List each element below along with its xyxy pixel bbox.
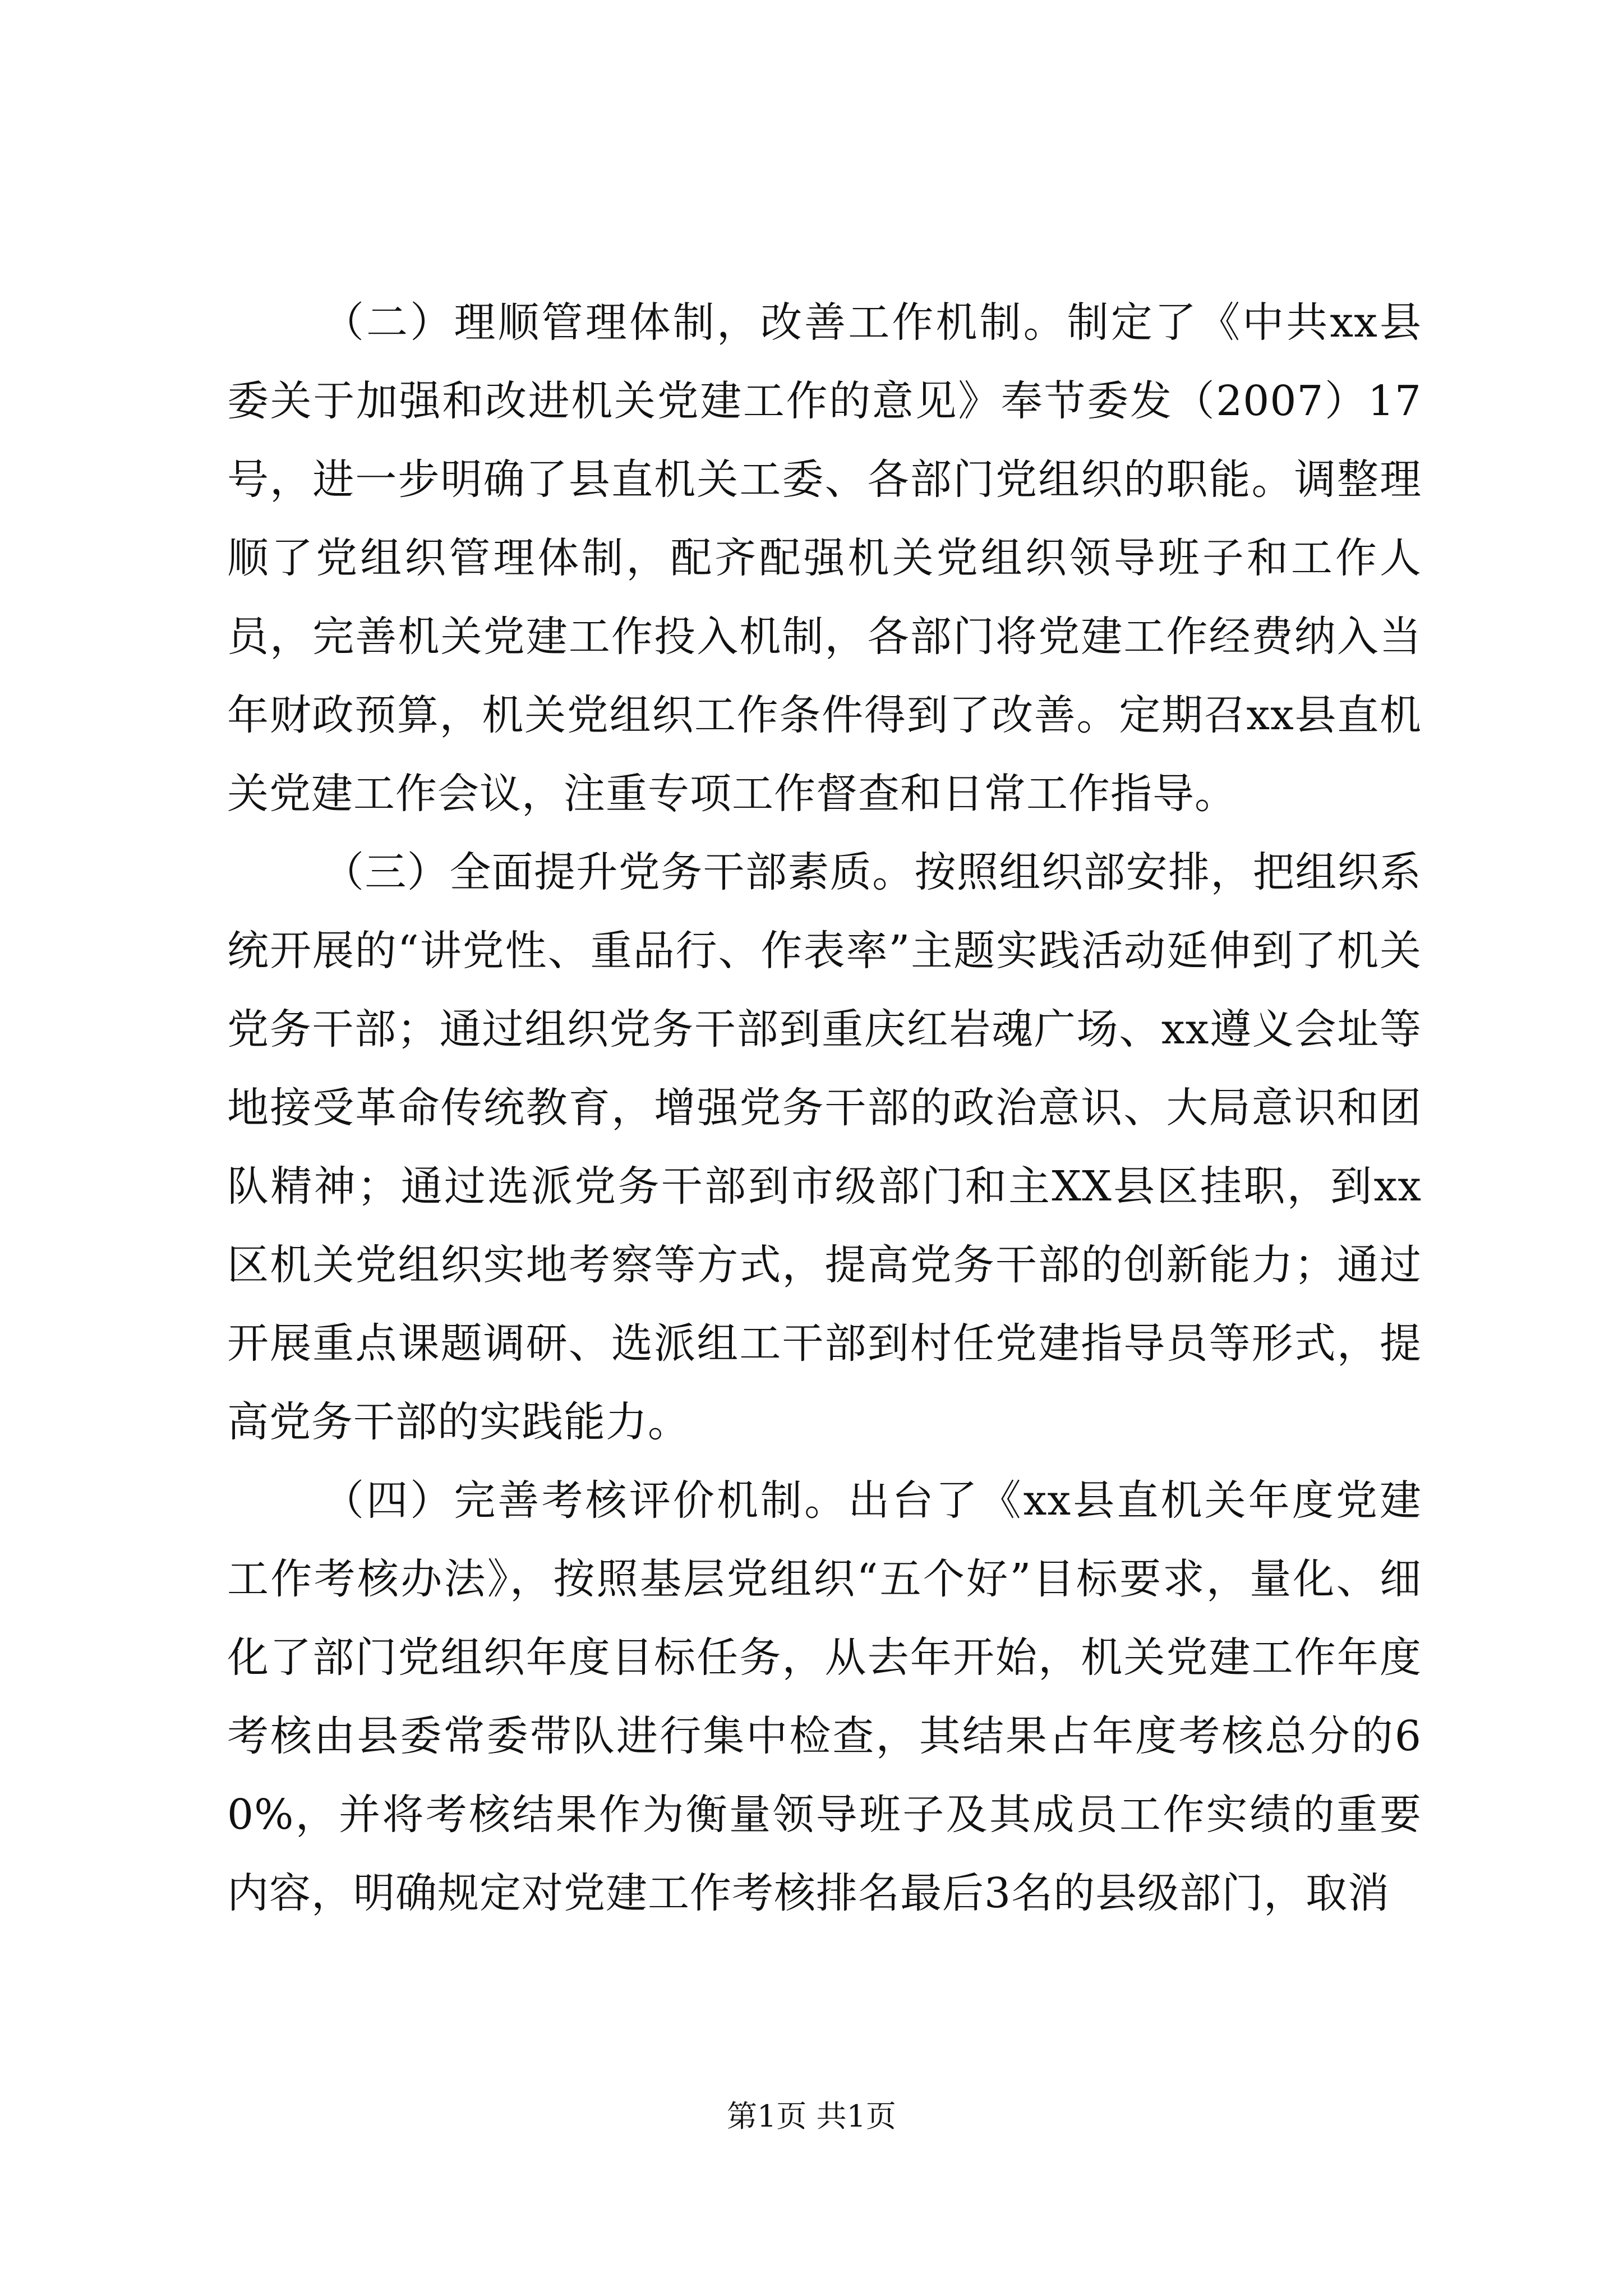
document-body <box>227 283 1422 1932</box>
paragraph-3: （三）全面提升党务干部素质。按照组织部安排，把组织系统开展的“讲党性、重品行、作表率”主题实践活动延伸到了机关党务干部；通过组织党务干部到重庆红岩魂广场、xx遵义会址等地接受革命传统教育，增强党务干部的政治意识、大局意识和团队精神；通过选派党务干部到市级部门和主XX县区挂职，到xx区机关党组织实地考察等方式，提高党务干部的创新能力；通过开展重点课题调研、选派组工干部到村任党建指导员等形式，提高党务干部的实践能力。 <box>227 848 1422 1446</box>
paragraph-2: （二）理顺管理体制，改善工作机制。制定了《中共xx县委关于加强和改进机关党建工作的意见》奉节委发（2007）17号，进一步明确了县直机关工委、各部门党组织的职能。调整理顺了党组织管理体制，配齐配强机关党组织领导班子和工作人员，完善机关党建工作投入机制，各部门将党建工作经费纳入当年财政预算，机关党组织工作条件得到了改善。定期召xx县直机关党建工作会议，注重专项工作督查和日常工作指导。 <box>227 298 1422 818</box>
page-footer: 第1页 共1页 <box>727 2099 896 2134</box>
paragraph-4: （四）完善考核评价机制。出台了《xx县直机关年度党建工作考核办法》，按照基层党组织“五个好”目标要求，量化、细化了部门党组织年度目标任务，从去年开始，机关党建工作年度考核由县委常委带队进行集中检查，其结果占年度考核总分的60%，并将考核结果作为衡量领导班子及其成员工作实绩的重要内容，明确规定对党建工作考核排名最后3名的县级部门，取消 <box>227 1476 1422 1917</box>
